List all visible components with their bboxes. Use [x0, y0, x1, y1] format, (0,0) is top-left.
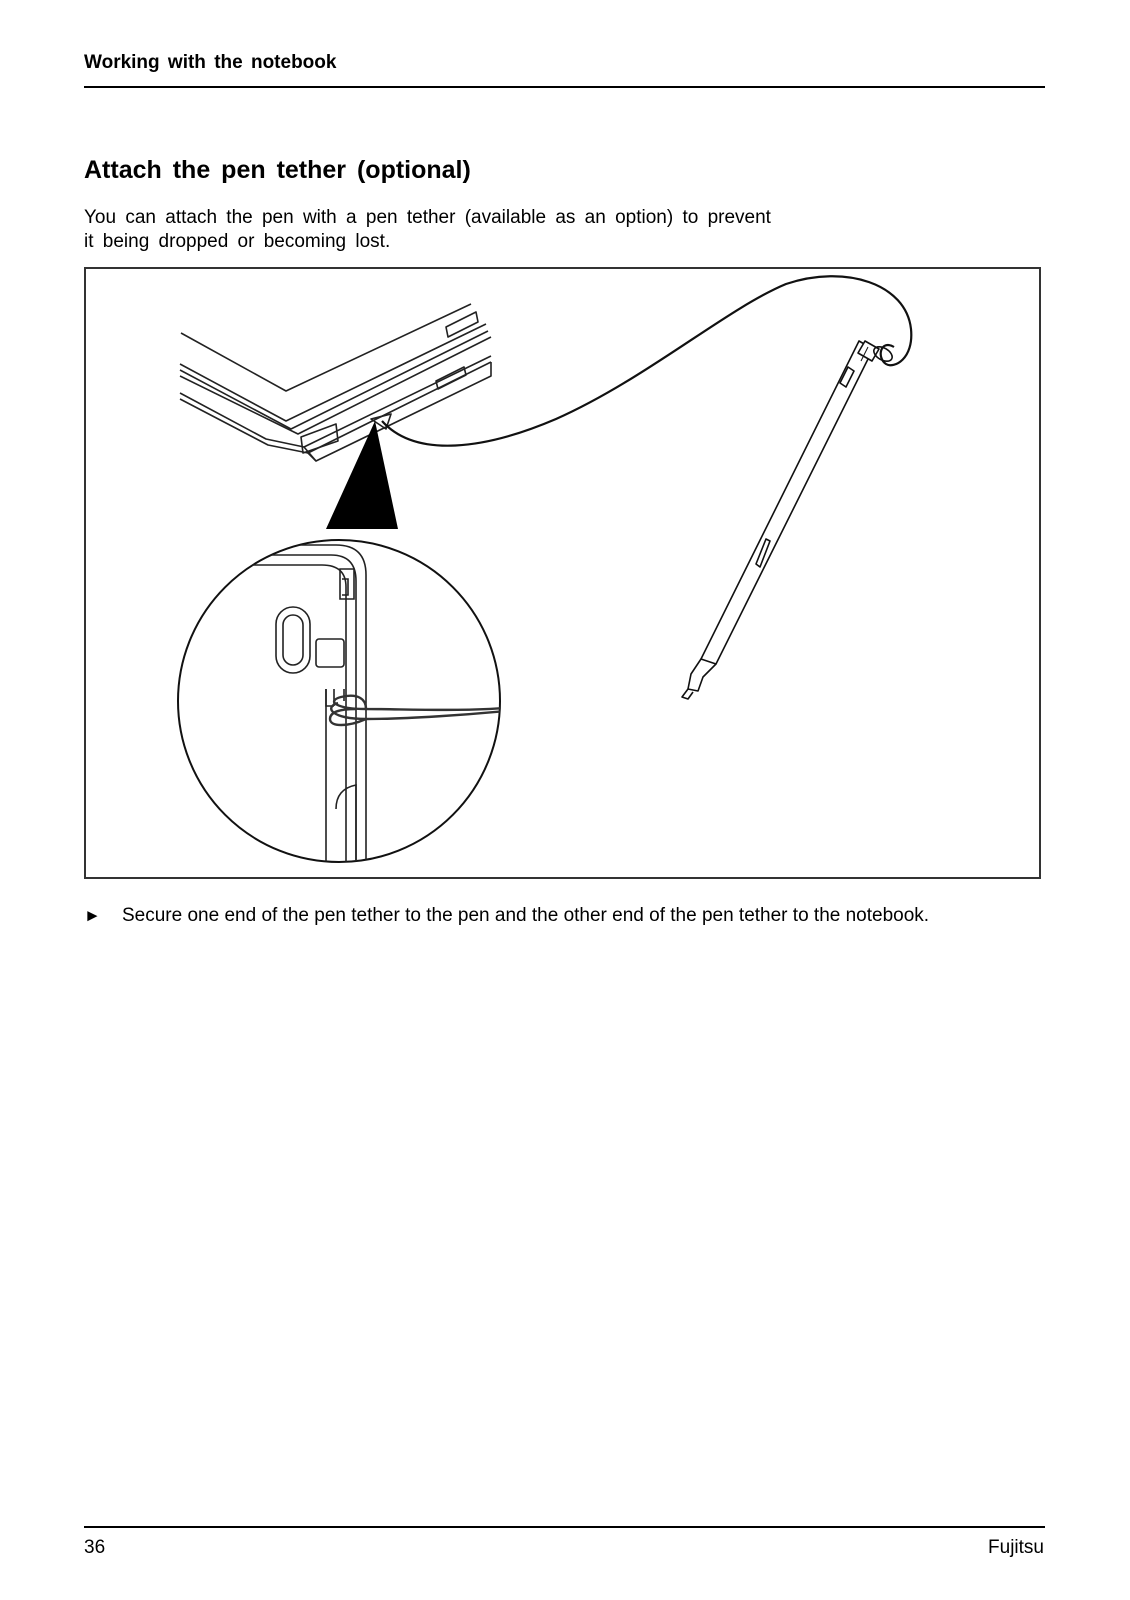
page-number: 36 [84, 1537, 106, 1558]
step-text: Secure one end of the pen tether to the pen and the other end of the pen tether to the notebook. [122, 905, 930, 926]
intro-line-1: You can attach the pen with a pen tether (available as an option) to prevent [84, 207, 771, 228]
zoom-circle [178, 540, 500, 862]
pen-tether-figure [84, 267, 1041, 879]
running-header: Working with the notebook [84, 52, 337, 73]
pen [682, 341, 895, 699]
header-rule [84, 86, 1045, 88]
intro-line-2: it being dropped or becoming lost. [84, 231, 391, 252]
section-title: Attach the pen tether (optional) [84, 156, 471, 184]
pen-tether-illustration [86, 269, 1039, 877]
notebook-corner [180, 304, 491, 461]
footer-brand: Fujitsu [988, 1537, 1044, 1558]
step-item [84, 905, 1046, 927]
step-arrow-icon: ► [84, 906, 101, 925]
footer-rule [84, 1526, 1045, 1528]
intro-paragraph [84, 206, 884, 254]
